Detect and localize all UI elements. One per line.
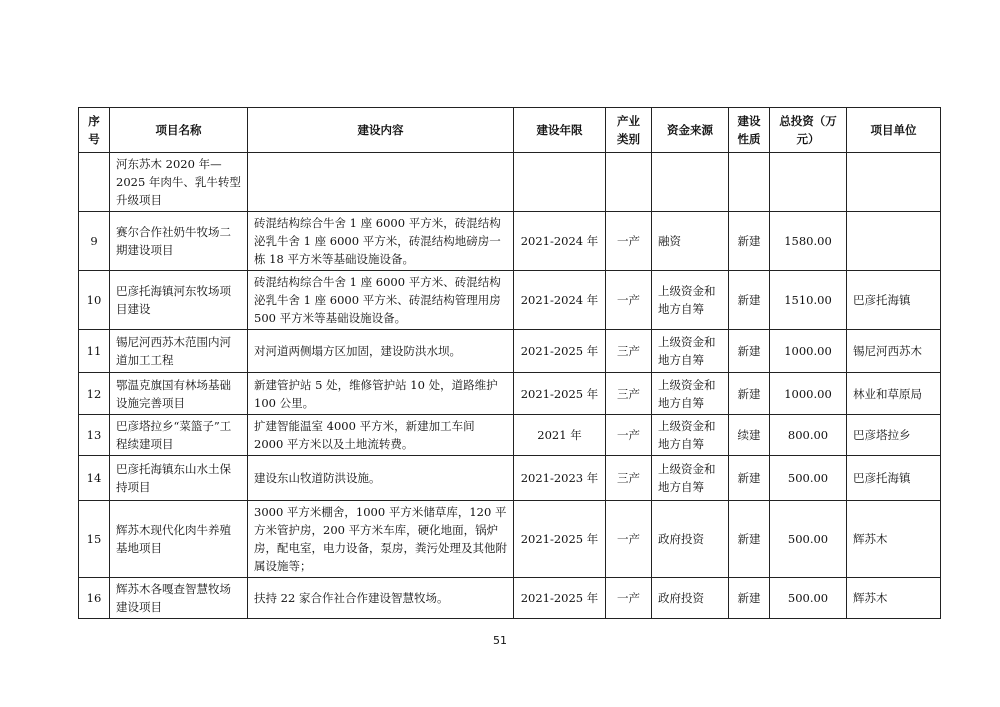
- cell-industry: 三产: [606, 456, 652, 501]
- cell-funding: 上级资金和地方自筹: [652, 373, 729, 415]
- cell-funding: 上级资金和地方自筹: [652, 415, 729, 456]
- cell-seq: 10: [79, 271, 110, 330]
- cell-investment: 500.00: [770, 456, 847, 501]
- cell-investment: 500.00: [770, 578, 847, 619]
- cell-content: 扶持 22 家合作社合作建设智慧牧场。: [248, 578, 514, 619]
- table-row: [79, 456, 941, 501]
- header-industry: 产业类别: [606, 108, 652, 153]
- table-row: [79, 373, 941, 415]
- cell-industry: 三产: [606, 373, 652, 415]
- cell-investment: 1510.00: [770, 271, 847, 330]
- cell-funding: 上级资金和地方自筹: [652, 330, 729, 373]
- table-row: [79, 212, 941, 271]
- cell-content: 对河道两侧塌方区加固，建设防洪水坝。: [248, 330, 514, 373]
- cell-content: 3000 平方米棚舍，1000 平方米储草库，120 平方米管护房，200 平方米车库，硬化地面，锅炉房，配电室，电力设备，泵房，粪污处理及其他附属设施等；: [248, 501, 514, 578]
- table-row: [79, 578, 941, 619]
- cell-unit: [847, 153, 941, 212]
- header-period: 建设年限: [514, 108, 606, 153]
- cell-content: 砖混结构综合牛舍 1 座 6000 平方米、砖混结构泌乳牛舍 1 座 6000 平方米、砖混结构管理用房 500 平方米等基础设施设备。: [248, 271, 514, 330]
- header-seq: 序号: [79, 108, 110, 153]
- cell-nature: 新建: [729, 373, 770, 415]
- cell-industry: 一产: [606, 415, 652, 456]
- table-row: [79, 501, 941, 578]
- cell-period: 2021-2023 年: [514, 456, 606, 501]
- cell-industry: 一产: [606, 578, 652, 619]
- cell-content: 新建管护站 5 处，维修管护站 10 处，道路维护 100 公里。: [248, 373, 514, 415]
- cell-unit: 巴彦托海镇: [847, 271, 941, 330]
- cell-funding: 上级资金和地方自筹: [652, 271, 729, 330]
- cell-unit: [847, 212, 941, 271]
- cell-unit: 锡尼河西苏木: [847, 330, 941, 373]
- cell-name: 赛尔合作社奶牛牧场二期建设项目: [110, 212, 248, 271]
- cell-funding: [652, 153, 729, 212]
- cell-unit: 辉苏木: [847, 501, 941, 578]
- cell-industry: 三产: [606, 330, 652, 373]
- cell-funding: 政府投资: [652, 501, 729, 578]
- table-row: [79, 153, 941, 212]
- cell-nature: 新建: [729, 578, 770, 619]
- cell-content: 扩建智能温室 4000 平方米，新建加工车间 2000 平方米以及土地流转费。: [248, 415, 514, 456]
- header-unit: 项目单位: [847, 108, 941, 153]
- cell-period: 2021-2025 年: [514, 330, 606, 373]
- cell-period: 2021-2024 年: [514, 271, 606, 330]
- page-number: 51: [493, 634, 507, 647]
- cell-unit: 林业和草原局: [847, 373, 941, 415]
- cell-seq: 15: [79, 501, 110, 578]
- cell-industry: 一产: [606, 501, 652, 578]
- header-nature: 建设性质: [729, 108, 770, 153]
- header-content: 建设内容: [248, 108, 514, 153]
- cell-industry: 一产: [606, 212, 652, 271]
- table-header-row: [79, 108, 941, 153]
- cell-period: 2021-2024 年: [514, 212, 606, 271]
- cell-name: 巴彦托海镇东山水土保持项目: [110, 456, 248, 501]
- cell-nature: 新建: [729, 212, 770, 271]
- cell-seq: 16: [79, 578, 110, 619]
- cell-period: [514, 153, 606, 212]
- cell-seq: 14: [79, 456, 110, 501]
- cell-unit: 巴彦托海镇: [847, 456, 941, 501]
- cell-content: 建设东山牧道防洪设施。: [248, 456, 514, 501]
- cell-name: 辉苏木各嘎查智慧牧场建设项目: [110, 578, 248, 619]
- cell-industry: 一产: [606, 271, 652, 330]
- cell-investment: 1580.00: [770, 212, 847, 271]
- cell-period: 2021-2025 年: [514, 578, 606, 619]
- cell-seq: 11: [79, 330, 110, 373]
- cell-investment: [770, 153, 847, 212]
- cell-name: 河东苏木 2020 年—2025 年肉牛、乳牛转型升级项目: [110, 153, 248, 212]
- cell-name: 辉苏木现代化肉牛养殖基地项目: [110, 501, 248, 578]
- cell-name: 鄂温克旗国有林场基础设施完善项目: [110, 373, 248, 415]
- cell-period: 2021-2025 年: [514, 501, 606, 578]
- table-row: [79, 330, 941, 373]
- cell-investment: 800.00: [770, 415, 847, 456]
- table-row: [79, 271, 941, 330]
- cell-nature: 新建: [729, 456, 770, 501]
- cell-content: 砖混结构综合牛舍 1 座 6000 平方米，砖混结构泌乳牛舍 1 座 6000 平方米，砖混结构地磅房一栋 18 平方米等基础设施设备。: [248, 212, 514, 271]
- cell-name: 巴彦托海镇河东牧场项目建设: [110, 271, 248, 330]
- cell-industry: [606, 153, 652, 212]
- cell-nature: 续建: [729, 415, 770, 456]
- cell-nature: 新建: [729, 330, 770, 373]
- cell-investment: 500.00: [770, 501, 847, 578]
- cell-content: [248, 153, 514, 212]
- cell-nature: 新建: [729, 501, 770, 578]
- cell-period: 2021-2025 年: [514, 373, 606, 415]
- cell-nature: 新建: [729, 271, 770, 330]
- header-name: 项目名称: [110, 108, 248, 153]
- cell-unit: 巴彦塔拉乡: [847, 415, 941, 456]
- cell-investment: 1000.00: [770, 373, 847, 415]
- cell-funding: 上级资金和地方自筹: [652, 456, 729, 501]
- table-row: [79, 415, 941, 456]
- cell-seq: 13: [79, 415, 110, 456]
- header-funding: 资金来源: [652, 108, 729, 153]
- cell-funding: 政府投资: [652, 578, 729, 619]
- cell-seq: 9: [79, 212, 110, 271]
- cell-name: 巴彦塔拉乡“菜篮子”工程续建项目: [110, 415, 248, 456]
- cell-funding: 融资: [652, 212, 729, 271]
- cell-unit: 辉苏木: [847, 578, 941, 619]
- project-table: [78, 107, 941, 619]
- cell-period: 2021 年: [514, 415, 606, 456]
- header-investment: 总投资（万元）: [770, 108, 847, 153]
- cell-nature: [729, 153, 770, 212]
- cell-name: 锡尼河西苏木范围内河道加工工程: [110, 330, 248, 373]
- cell-seq: 12: [79, 373, 110, 415]
- cell-seq: [79, 153, 110, 212]
- cell-investment: 1000.00: [770, 330, 847, 373]
